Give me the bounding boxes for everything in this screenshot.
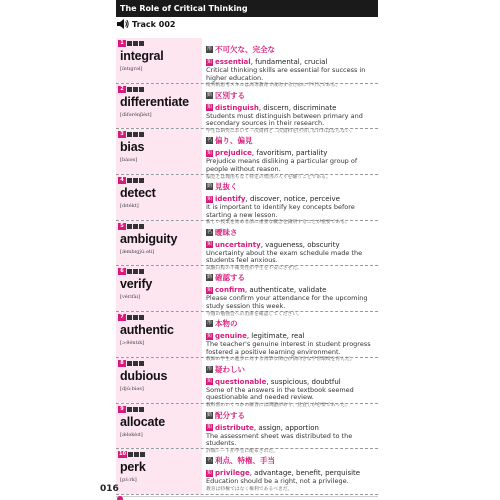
check-box[interactable] [133, 87, 138, 92]
synonym-badge: 類 [206, 378, 212, 385]
key-synonym: distribute [215, 423, 254, 432]
other-synonyms: , discover, notice, perceive [245, 195, 340, 204]
entry-number: 5 [118, 223, 126, 230]
entry-number: 9 [118, 406, 126, 413]
entry-number: 6 [118, 268, 126, 275]
entry-word-panel [116, 449, 202, 494]
entry-number-tag [118, 223, 144, 230]
part-of-speech-badge: 動 [206, 411, 212, 418]
vocab-entry [116, 84, 378, 134]
example-translation: 教育は特権ではなく権利であるべきだ。 [206, 486, 293, 492]
key-synonym: questionable [215, 377, 267, 386]
check-box[interactable] [139, 407, 144, 412]
check-box[interactable] [127, 41, 132, 46]
page-header [116, 0, 378, 17]
japanese-meaning: 区別する [215, 90, 245, 100]
entry-definition-panel [206, 38, 378, 89]
check-box[interactable] [127, 132, 132, 137]
check-box[interactable] [134, 452, 139, 457]
check-box[interactable] [127, 269, 132, 274]
vocab-entry [116, 312, 378, 363]
other-synonyms: , fundamental, crucial [250, 58, 328, 66]
part-of-speech-badge: 形 [206, 365, 212, 372]
entry-definition-panel [206, 266, 378, 317]
japanese-meaning: 不可欠な、完全な [215, 45, 275, 54]
entry-word-panel [116, 221, 202, 266]
page-title: The Role of Critical Thinking [120, 4, 248, 13]
part-of-speech-badge: 名 [206, 228, 212, 235]
example-translation: 偏見とは理由もなく特定の集団の人々を嫌うことである。 [206, 174, 331, 180]
japanese-meaning: 曖昧さ [215, 227, 238, 237]
example-sentence: The teacher's genuine interest in student progress fostered a positive learning environment. [206, 340, 371, 356]
headword: ambiguity [120, 231, 178, 246]
vocab-entry [116, 175, 378, 226]
entry-number: 1 [118, 40, 126, 47]
other-synonyms: , legitimate, real [246, 332, 305, 341]
entry-number-tag [118, 177, 144, 184]
headword: bias [120, 140, 145, 155]
audio-track[interactable] [117, 18, 175, 30]
example-translation: 新しい授業を始める前に重要な概念を識別することが重要である。 [206, 220, 350, 226]
vocab-entry [116, 221, 378, 271]
check-box[interactable] [139, 361, 144, 366]
entry-number: 3 [118, 131, 126, 138]
page-number: 016 [100, 484, 119, 494]
example-sentence: Some of the answers in the textbook seemed questionable and needed review. [206, 385, 354, 402]
synonym-badge: 類 [206, 332, 212, 339]
key-synonym: essential [215, 58, 251, 66]
example-sentence: Please confirm your attendance for the upcoming study session this week. [206, 294, 368, 311]
pronunciation: [pɜ́ːrk] [120, 477, 137, 484]
check-box[interactable] [133, 224, 138, 229]
entry-definition-panel [206, 175, 378, 226]
entry-number: 10 [119, 451, 126, 458]
part-of-speech-badge: 形 [206, 46, 212, 52]
check-box[interactable] [133, 41, 138, 46]
other-synonyms: , advantage, benefit, perquisite [249, 469, 361, 478]
check-box[interactable] [128, 452, 133, 457]
example-sentence: It is important to identify key concepts before starting a new lesson. [206, 203, 355, 219]
key-synonym: distinguish [215, 103, 259, 112]
entry-word-panel [116, 38, 202, 83]
entry-number-tag [118, 268, 144, 275]
example-translation: 教師の学生の進歩に対する真摯な関心が前向きな学習環境を育んだ。 [206, 357, 355, 363]
entry-number-tag [118, 451, 145, 458]
check-box[interactable] [133, 361, 138, 366]
entry-word-panel [116, 266, 202, 311]
headword: perk [120, 460, 146, 475]
check-box[interactable] [133, 269, 138, 274]
synonym-badge: 類 [206, 286, 212, 293]
vocab-entry [116, 404, 378, 454]
pronunciation: [íntɪɡrəl] [120, 66, 143, 72]
pronunciation: [djúːbiəs] [120, 385, 144, 392]
footer-divider [116, 496, 378, 497]
entry-definition-panel [206, 312, 378, 363]
key-synonym: genuine [215, 332, 247, 341]
speaker-icon [117, 19, 129, 29]
example-sentence: Students must distinguish between primary and secondary sources in their research. [206, 111, 363, 128]
check-box[interactable] [127, 87, 132, 92]
pronunciation: [ɔːθéntɪk] [120, 340, 145, 347]
vocab-entry [116, 38, 378, 89]
example-translation: 教科書のいくつかの解答には問題があり、見直しが必要であった。 [206, 403, 350, 408]
pronunciation: [báɪəs] [120, 157, 138, 164]
pronunciation: [æ̀mbɪɡjúːəti] [120, 248, 155, 255]
key-synonym: confirm [215, 286, 245, 295]
headword: verify [120, 277, 153, 292]
entry-definition-panel [206, 84, 378, 134]
check-box[interactable] [139, 315, 144, 320]
pronunciation: [ǽləkèɪt] [120, 431, 143, 438]
pronunciation: [dìfərénʃièɪt] [120, 111, 152, 118]
example-sentence: Education should be a right, not a privilege. [206, 477, 349, 486]
check-box[interactable] [139, 269, 144, 274]
headword: detect [120, 186, 156, 201]
vocabulary-list [116, 38, 378, 495]
synonym-badge: 類 [206, 424, 212, 430]
example-sentence: Critical thinking skills are essential for success in higher education. [206, 66, 366, 82]
key-synonym: uncertainty [215, 240, 261, 249]
japanese-meaning: 本物の [215, 319, 238, 329]
check-box[interactable] [139, 224, 144, 229]
example-sentence: The assessment sheet was distributed to the students. [206, 431, 353, 448]
vocab-entry [116, 129, 378, 180]
example-translation: 今週の勉強会への出席を確認してください。 [206, 311, 302, 317]
synonym-badge: 類 [206, 195, 212, 202]
part-of-speech-badge: 名 [206, 137, 212, 144]
check-box[interactable] [139, 132, 144, 137]
check-box[interactable] [133, 132, 138, 137]
entry-word-panel [116, 84, 202, 129]
entry-definition-panel [206, 221, 378, 271]
japanese-meaning: 見抜く [215, 182, 238, 192]
check-box[interactable] [133, 178, 138, 183]
headword: allocate [120, 414, 165, 429]
entry-number: 4 [118, 177, 126, 184]
part-of-speech-badge: 形 [206, 320, 212, 327]
synonym-badge: 類 [206, 241, 212, 248]
check-box[interactable] [139, 41, 144, 46]
check-box[interactable] [127, 315, 132, 320]
example-translation: 試験日程の不確実性が学生を不安にさせた。 [206, 265, 302, 271]
other-synonyms: , favoritism, partiality [251, 149, 328, 158]
japanese-meaning: 疑わしい [215, 364, 245, 374]
entry-definition-panel [206, 358, 378, 408]
entry-definition-panel [206, 404, 378, 454]
japanese-meaning: 偏り、偏見 [215, 136, 253, 146]
key-synonym: prejudice [215, 149, 252, 158]
part-of-speech-badge: 動 [206, 91, 212, 98]
pronunciation: [dɪtékt] [120, 203, 139, 210]
synonym-badge: 類 [206, 149, 212, 156]
synonym-badge: 類 [206, 104, 212, 111]
entry-number-tag [118, 360, 144, 367]
entry-word-panel [116, 312, 202, 357]
check-box[interactable] [139, 87, 144, 92]
example-translation: 評価シートが学生に配布された。 [206, 448, 278, 454]
vocab-entry [116, 449, 378, 495]
key-synonym: privilege [215, 469, 250, 478]
other-synonyms: , authenticate, validate [244, 286, 327, 295]
other-synonyms: , suspicious, doubtful [266, 377, 341, 386]
part-of-speech-badge: 動 [206, 183, 212, 190]
entry-word-panel [116, 358, 202, 403]
entry-number: 2 [118, 86, 126, 93]
headword: dubious [120, 368, 168, 383]
pronunciation: [vérɪfàɪ] [120, 294, 141, 301]
check-box[interactable] [127, 407, 132, 412]
entry-number: 8 [118, 360, 126, 367]
headword: authentic [120, 323, 174, 338]
other-synonyms: , vagueness, obscurity [260, 240, 340, 249]
vocab-entry [116, 266, 378, 317]
check-box[interactable] [140, 452, 145, 457]
headword: integral [120, 49, 164, 63]
part-of-speech-badge: 動 [206, 274, 212, 281]
other-synonyms: , discern, discriminate [258, 103, 337, 112]
part-of-speech-badge: 名 [206, 457, 212, 464]
example-translation: 学生は研究において一次資料と二次資料を区別しなければならない。 [206, 128, 355, 134]
headword: differentiate [120, 94, 189, 109]
entry-definition-panel [206, 129, 378, 180]
japanese-meaning: 配分する [215, 410, 245, 420]
example-sentence: Uncertainty about the exam schedule made the students feel anxious. [206, 248, 363, 265]
synonym-badge: 類 [206, 58, 212, 65]
entry-number-tag [118, 40, 144, 47]
entry-number-tag [118, 406, 144, 413]
entry-word-panel [116, 129, 202, 174]
page-marker-dot [117, 496, 123, 500]
example-sentence: Prejudice means disliking a particular group of people without reason. [206, 157, 358, 173]
example-translation: 批判的思考スキルは高等教育で成功するために不可欠である。 [206, 83, 341, 89]
key-synonym: identify [215, 195, 246, 204]
entry-word-panel [116, 404, 202, 449]
synonym-badge: 類 [206, 469, 212, 476]
check-box[interactable] [127, 361, 132, 366]
entry-number-tag [118, 131, 144, 138]
other-synonyms: , assign, apportion [253, 423, 319, 432]
check-box[interactable] [127, 178, 132, 183]
entry-number-tag [118, 314, 144, 321]
entry-definition-panel [206, 449, 378, 494]
track-label: Track 002 [132, 19, 176, 29]
entry-word-panel [116, 175, 202, 220]
entry-number-tag [118, 86, 144, 93]
japanese-meaning: 確認する [215, 273, 245, 283]
check-box[interactable] [139, 178, 144, 183]
japanese-meaning: 利点、特権、手当 [215, 456, 275, 466]
check-box[interactable] [133, 315, 138, 320]
check-box[interactable] [133, 407, 138, 412]
entry-number: 7 [118, 314, 126, 321]
vocab-entry [116, 358, 378, 408]
check-box[interactable] [127, 224, 132, 229]
